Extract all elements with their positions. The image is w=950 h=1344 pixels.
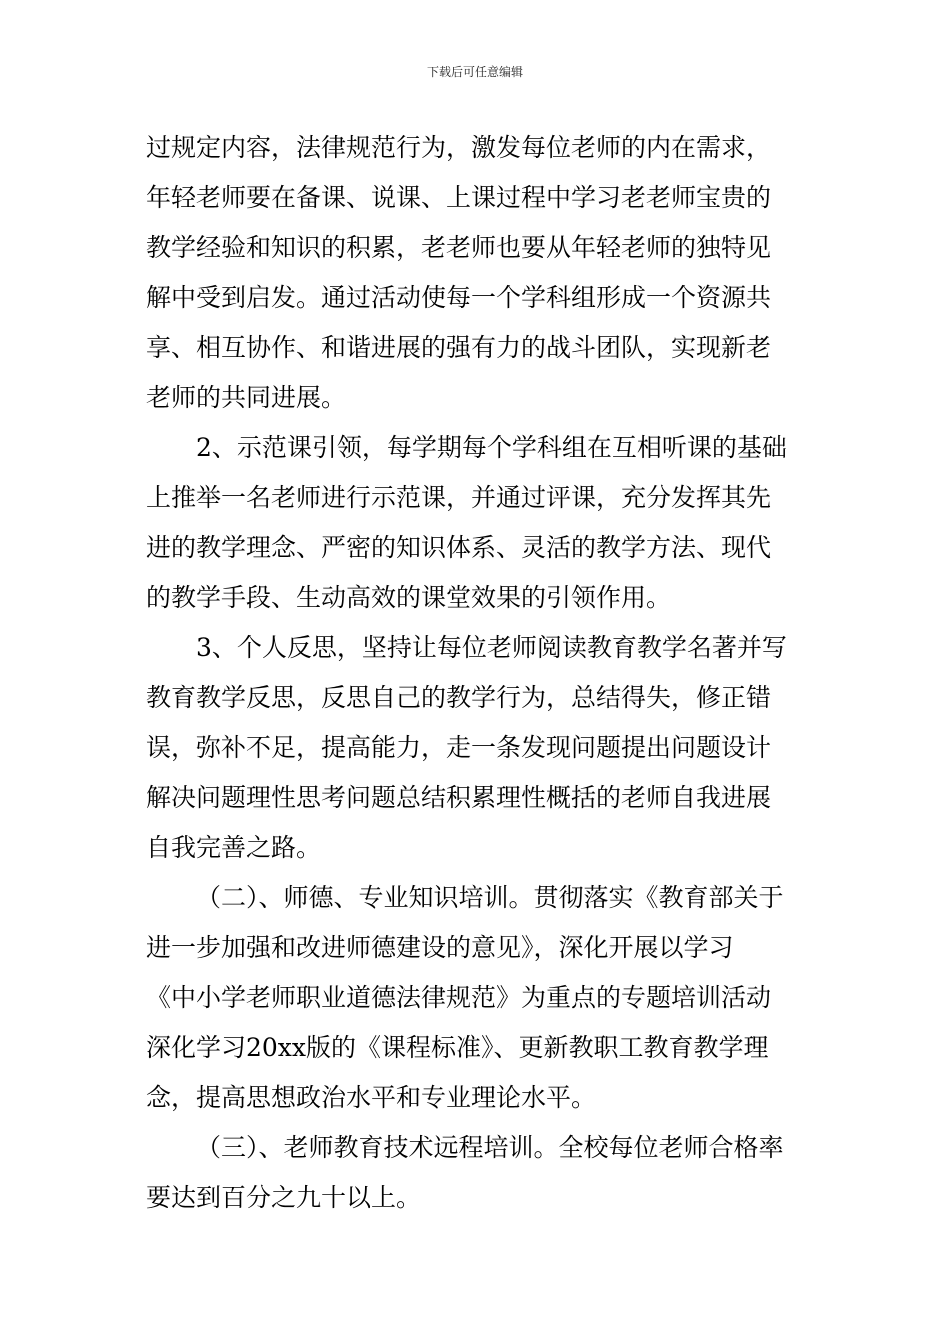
body-line: 自我完善之路。 bbox=[146, 833, 322, 862]
page-header: 下载后可任意编辑 bbox=[426, 65, 523, 79]
body-line: 3、个人反思，坚持让每位老师阅读教育教学名著并写 bbox=[196, 633, 787, 662]
body-line: 老师的共同进展。 bbox=[146, 383, 347, 412]
body-line: 《中小学老师职业道德法律规范》为重点的专题培训活动 bbox=[146, 983, 772, 1012]
body-line: 享、相互协作、和谐进展的强有力的战斗团队，实现新老 bbox=[146, 333, 772, 362]
body-line: 2、示范课引领，每学期每个学科组在互相听课的基础 bbox=[196, 433, 787, 462]
body-line: 进的教学理念、严密的知识体系、灵活的教学方法、现代 bbox=[146, 533, 772, 562]
body-line: 深化学习20xx版的《课程标准》、更新教职工教育教学理 bbox=[146, 1033, 769, 1062]
body-line: （二）、师德、专业知识培训。贯彻落实《教育部关于 bbox=[196, 883, 784, 912]
body-line: 的教学手段、生动高效的课堂效果的引领作用。 bbox=[146, 583, 672, 612]
body-line: 解中受到启发。通过活动使每一个学科组形成一个资源共 bbox=[146, 283, 772, 312]
body-line: 年轻老师要在备课、说课、上课过程中学习老老师宝贵的 bbox=[146, 183, 772, 212]
body-line: 过规定内容，法律规范行为，激发每位老师的内在需求， bbox=[146, 133, 772, 162]
body-line: 误，弥补不足，提高能力，走一条发现问题提出问题设计 bbox=[146, 733, 772, 762]
body-line: 要达到百分之九十以上。 bbox=[146, 1183, 422, 1212]
body-line: 念，提高思想政治水平和专业理论水平。 bbox=[146, 1083, 597, 1112]
body-line: 进一步加强和改进师德建设的意见》，深化开展以学习 bbox=[146, 933, 734, 962]
body-line: 教育教学反思，反思自己的教学行为，总结得失，修正错 bbox=[146, 683, 772, 712]
body-line: 上推举一名老师进行示范课，并通过评课，充分发挥其先 bbox=[146, 483, 772, 512]
body-line: （三）、老师教育技术远程培训。全校每位老师合格率 bbox=[196, 1133, 784, 1162]
body-line: 教学经验和知识的积累，老老师也要从年轻老师的独特见 bbox=[146, 233, 772, 262]
body-line: 解决问题理性思考问题总结积累理性概括的老师自我进展 bbox=[146, 783, 772, 812]
